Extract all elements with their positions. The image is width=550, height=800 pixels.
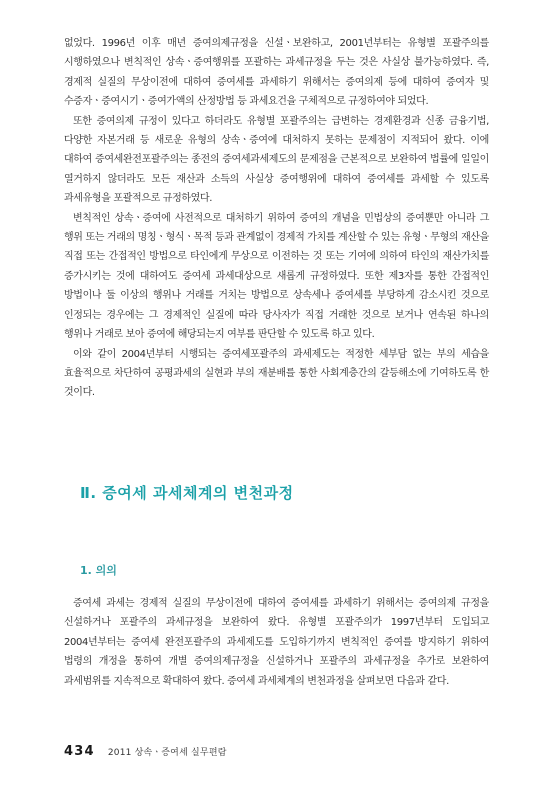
paragraph: 변칙적인 상속ㆍ증여에 사전적으로 대처하기 위하여 증여의 개념을 민법상의 증여뿐만 아니라 그 행위 또는 거래의 명칭ㆍ형식ㆍ목적 등과 관계없이 경제적 가치를 계산할 수 있는 유형ㆍ무형의 재산을 직접 또는 간접적인 방법으로 타인에게 무상으로 이전하는 것 또는 기여에 의하여 타인의 재산가치를 증가시키는 것에 대하여도 증여세 과세대상으로 새롭게 규정하였다. 또한 제3자를 통한 간접적인 방법이나 둘 이상의 행위나 거래를 거치는 방법으로 상속세나 증여세를 부당하게 감소시킨 것으로 인정되는 경우에는 그 경제적인 실질에 따라 당사자가 직접 거래한 것으로 보거나 연속된 하나의 행위나 거래로 보아 증여에 해당되는지 여부를 판단할 수 있도록 하고 있다. [64, 212, 489, 341]
paragraph: 또한 증여의제 규정이 있다고 하더라도 유형별 포괄주의는 급변하는 경제환경과 신종 금융기법, 다양한 자본거래 등 새로운 유형의 상속ㆍ증여에 대처하지 못하는 문제점이 지적되어 왔다. 이에 대하여 증여세완전포괄주의는 종전의 증여세과세제도의 문제점을 근본적으로 보완하여 법률에 일일이 열거하지 않더라도 모든 재산과 소득의 사실상 증여행위에 대하여 증여세를 과세할 수 있도록 과세유형을 포괄적으로 규정하였다. [64, 115, 489, 205]
paragraph: 없었다. 1996년 이후 매년 증여의제규정을 신설ㆍ보완하고, 2001년부터는 유형별 포괄주의를 시행하였으나 변칙적인 상속ㆍ증여행위를 포괄하는 과세규정을 두는 것은 사실상 불가능하였다. 즉, 경제적 실질의 무상이전에 대하여 증여세를 과세하기 위해서는 증여의제 등에 대하여 증여자 및 수증자ㆍ증여시기ㆍ증여가액의 산정방법 등 과세요건을 구체적으로 규정하여야 되었다. [64, 38, 489, 108]
book-title: 2011 상속ㆍ증여세 실무편람 [107, 748, 227, 758]
paragraph: 증여세 과세는 경제적 실질의 무상이전에 대하여 증여세를 과세하기 위해서는 증여의제 규정을 신설하거나 포괄주의 과세규정을 보완하여 왔다. 유형별 포괄주의가 1997년부터 도입되고 2004년부터는 증여세 완전포괄주의 과세제도를 도입하기까지 변칙적인 증여를 방지하기 위하여 법령의 개정을 통하여 개별 증여의제규정을 신설하거나 포괄주의 과세규정을 추가로 보완하여 과세범위를 지속적으로 확대하여 왔다. 증여세 과세체계의 변천과정을 살펴보면 다음과 같다. [64, 598, 489, 687]
paragraph: 이와 같이 2004년부터 시행되는 증여세포괄주의 과세제도는 적정한 세부담 없는 부의 세습을 효율적으로 차단하여 공평과세의 실현과 부의 재분배를 통한 사회계층간의 갈등해소에 기여하도록 한 것이다. [64, 348, 489, 399]
page-number: 434 [64, 744, 95, 759]
subsection-heading: 1. 의의 [80, 564, 117, 577]
body-text-top [64, 34, 489, 403]
page-footer [64, 740, 227, 759]
section-heading: Ⅱ. 증여세 과세체계의 변천과정 [80, 484, 294, 502]
body-text-bottom [64, 594, 489, 691]
